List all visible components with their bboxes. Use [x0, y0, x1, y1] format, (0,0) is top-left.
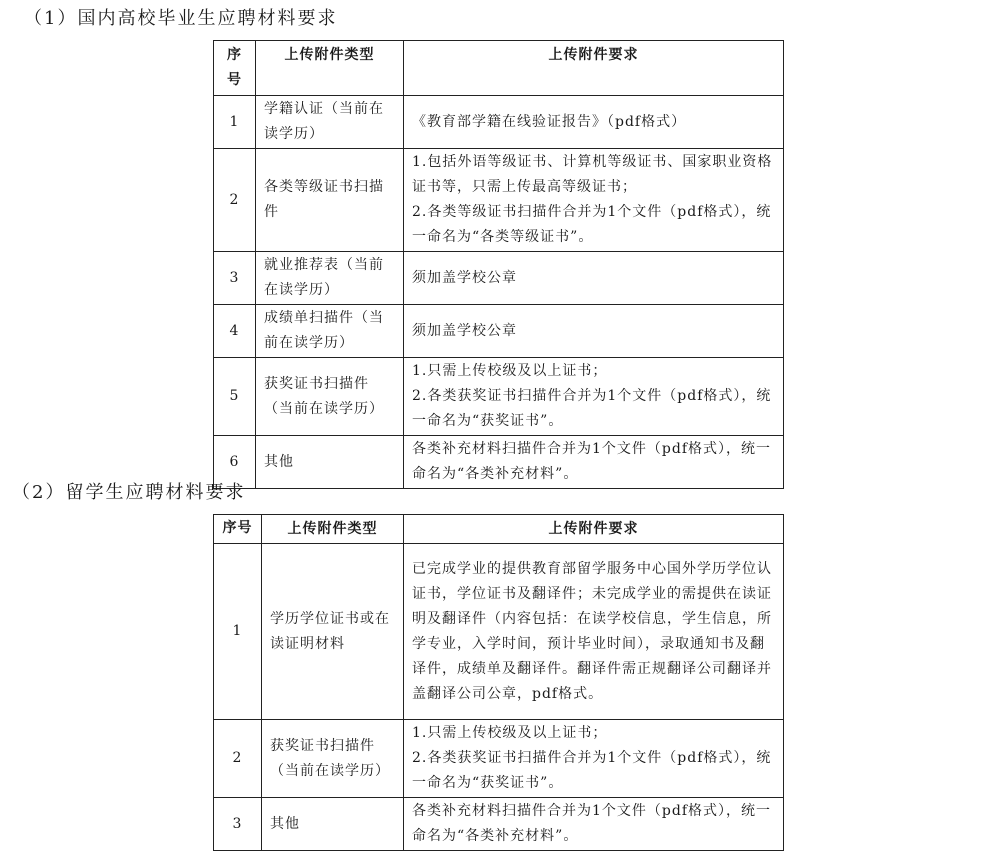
row-num: 2 [214, 720, 262, 798]
row-req [404, 798, 784, 851]
row-type: 学籍认证（当前在读学历） [256, 96, 404, 149]
req-line: 2.各类获奖证书扫描件合并为1个文件（pdf格式），统一命名为“获奖证书”。 [412, 388, 772, 429]
row-num: 2 [214, 149, 256, 252]
row-num: 5 [214, 358, 256, 436]
table-row [214, 96, 784, 149]
row-req [404, 358, 784, 436]
row-num: 1 [214, 96, 256, 149]
header-req: 上传附件要求 [404, 515, 784, 544]
req-line: 各类补充材料扫描件合并为1个文件（pdf格式），统一命名为“各类补充材料”。 [412, 803, 772, 844]
row-num: 1 [214, 544, 262, 720]
table-row [214, 436, 784, 489]
row-num: 3 [214, 252, 256, 305]
table-header-row [214, 515, 784, 544]
table-row [214, 544, 784, 720]
row-type: 其他 [262, 798, 404, 851]
table-row [214, 305, 784, 358]
section-1-title: （1）国内高校毕业生应聘材料要求 [24, 8, 338, 29]
row-type: 获奖证书扫描件（当前在读学历） [262, 720, 404, 798]
table-row [214, 798, 784, 851]
table-row [214, 358, 784, 436]
table-row [214, 720, 784, 798]
header-num: 序号 [214, 515, 262, 544]
header-type: 上传附件类型 [262, 515, 404, 544]
row-req [404, 252, 784, 305]
row-type: 获奖证书扫描件（当前在读学历） [256, 358, 404, 436]
row-req [404, 436, 784, 489]
req-line: 须加盖学校公章 [412, 322, 517, 339]
table-header-row [214, 41, 784, 96]
row-num: 3 [214, 798, 262, 851]
row-req [404, 96, 784, 149]
header-num: 序号 [214, 41, 256, 96]
req-line: 1.只需上传校级及以上证书； [412, 725, 608, 741]
req-line: 2.各类等级证书扫描件合并为1个文件（pdf格式），统一命名为“各类等级证书”。 [412, 204, 772, 245]
req-line: 《教育部学籍在线验证报告》（pdf格式） [412, 113, 687, 130]
row-req [404, 720, 784, 798]
req-line: 各类补充材料扫描件合并为1个文件（pdf格式），统一命名为“各类补充材料”。 [412, 441, 772, 482]
row-type: 学历学位证书或在读证明材料 [262, 544, 404, 720]
req-line: 1.包括外语等级证书、计算机等级证书、国家职业资格证书等，只需上传最高等级证书； [412, 154, 773, 195]
overseas-requirements-table [213, 514, 784, 851]
req-line: 2.各类获奖证书扫描件合并为1个文件（pdf格式），统一命名为“获奖证书”。 [412, 750, 772, 791]
req-line: 须加盖学校公章 [412, 269, 517, 286]
row-type: 就业推荐表（当前在读学历） [256, 252, 404, 305]
row-req [404, 544, 784, 720]
row-req [404, 149, 784, 252]
domestic-requirements-table [213, 40, 784, 489]
table-row [214, 252, 784, 305]
table-row [214, 149, 784, 252]
header-req: 上传附件要求 [404, 41, 784, 96]
row-type: 各类等级证书扫描件 [256, 149, 404, 252]
header-type: 上传附件类型 [256, 41, 404, 96]
section-2-title: （2）留学生应聘材料要求 [12, 482, 246, 503]
req-line: 1.只需上传校级及以上证书； [412, 363, 608, 379]
row-type: 其他 [256, 436, 404, 489]
row-type: 成绩单扫描件（当前在读学历） [256, 305, 404, 358]
row-num: 4 [214, 305, 256, 358]
row-req [404, 305, 784, 358]
row-num: 6 [214, 436, 256, 489]
req-line: 已完成学业的提供教育部留学服务中心国外学历学位认证书，学位证书及翻译件；未完成学业的需提供在读证明及翻译件（内容包括：在读学校信息，学生信息，所学专业，入学时间，预计毕业时间），录取通知书及翻译件，成绩单及翻译件。翻译件需正规翻译公司翻译并盖翻译公司公章，pdf格式。 [412, 560, 772, 702]
